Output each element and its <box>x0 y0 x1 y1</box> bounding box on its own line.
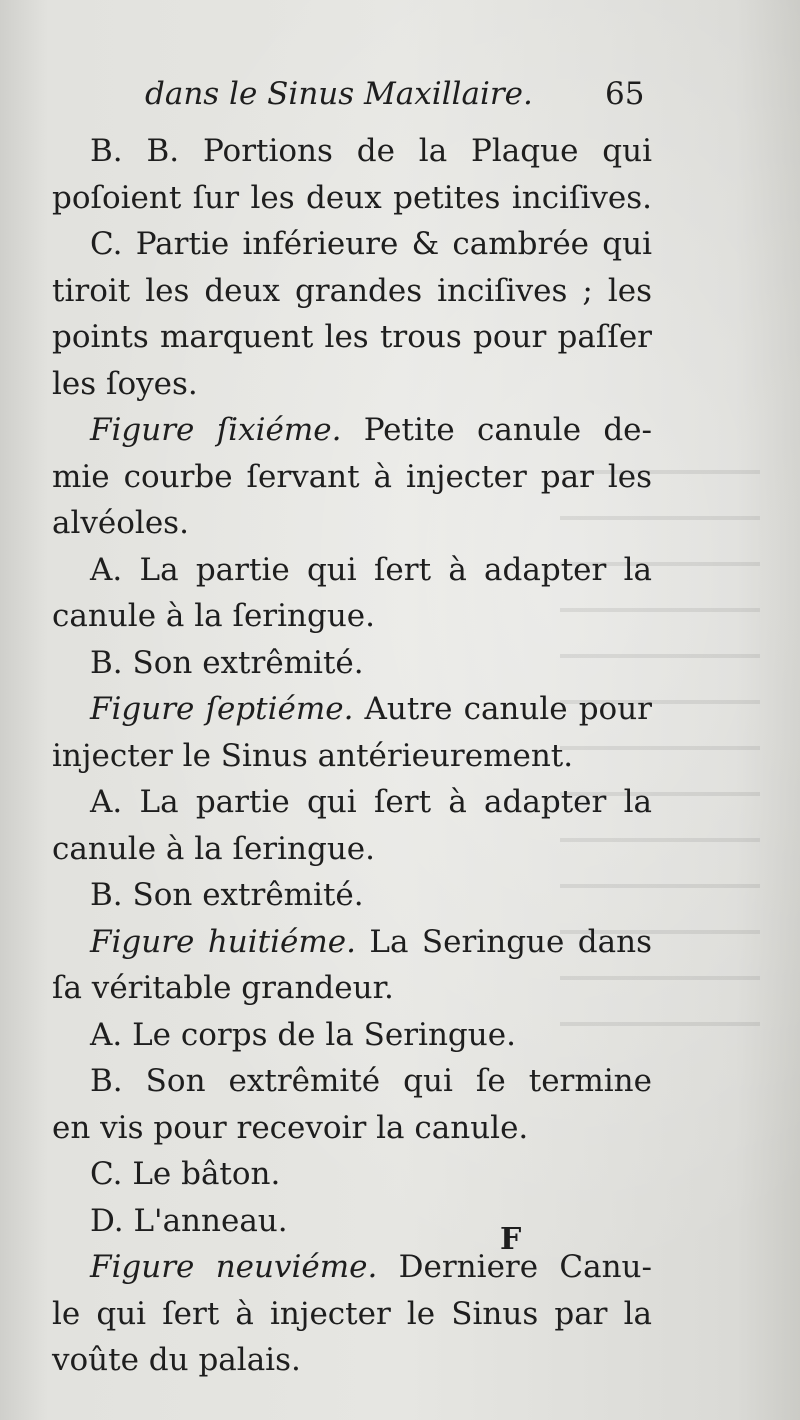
text-line <box>52 221 652 268</box>
text-line <box>52 1244 652 1291</box>
running-title: dans le Sinus Maxillaire. <box>145 76 533 112</box>
text-line <box>52 872 652 919</box>
text-line <box>52 1198 652 1245</box>
line-text: les ſoyes. <box>52 365 198 402</box>
text-line <box>52 454 652 501</box>
text-line <box>52 361 652 408</box>
text-line <box>52 826 652 873</box>
text-line <box>52 1105 652 1152</box>
text-line <box>52 733 652 780</box>
text-line <box>52 919 652 966</box>
text-line <box>52 128 652 175</box>
line-text: injecter le Sinus antérieurement. <box>52 737 574 774</box>
page-number: 65 <box>605 76 645 112</box>
text-line <box>52 500 652 547</box>
line-text: le qui ſert à injecter le Sinus par la <box>52 1295 652 1332</box>
text-line <box>52 268 652 315</box>
text-line <box>52 547 652 594</box>
line-text: canule à la ſeringue. <box>52 598 376 634</box>
line-text: canule à la ſeringue. <box>52 830 376 867</box>
line-text: tiroit les deux grandes inciſives ; les <box>52 272 652 309</box>
line-text: B. B. Portions de la Plaque qui <box>90 133 652 169</box>
line-text: ſa véritable grandeur. <box>52 970 394 1006</box>
text-line <box>52 1012 652 1059</box>
line-text: voûte du palais. <box>52 1342 301 1378</box>
line-text: alvéoles. <box>52 505 189 541</box>
text-line <box>52 1151 652 1198</box>
line-text: La Seringue dans <box>355 923 652 960</box>
line-text: poſoient ſur les deux petites inciſives. <box>52 179 652 216</box>
figure-heading: Figure ſixiéme. <box>90 412 342 448</box>
text-line <box>52 175 652 222</box>
line-text: C. Le bâton. <box>90 1156 281 1192</box>
line-text: D. L'anneau. <box>90 1202 288 1239</box>
text-line <box>52 1337 652 1384</box>
line-text: C. Partie inférieure & cambrée qui <box>90 226 652 262</box>
figure-heading: Figure ſeptiéme. <box>90 691 354 727</box>
line-text: Derniere Canu- <box>377 1249 652 1285</box>
line-text: A. La partie qui ſert à adapter la <box>90 784 652 820</box>
line-text: Autre canule pour <box>353 691 652 727</box>
text-line <box>52 686 652 733</box>
text-line <box>52 1058 652 1105</box>
line-text: mie courbe ſervant à injecter par les <box>52 458 652 495</box>
text-line <box>52 1291 652 1338</box>
line-text: B. Son extrêmité. <box>90 877 364 913</box>
line-text: B. Son extrêmité qui ſe termine <box>90 1063 652 1099</box>
line-text: A. La partie qui ſert à adapter la <box>90 551 652 588</box>
line-text: A. Le corps de la Seringue. <box>90 1016 516 1053</box>
text-line <box>52 965 652 1012</box>
text-line <box>52 640 652 687</box>
line-text: B. Son extrêmité. <box>90 644 364 681</box>
text-line <box>52 593 652 640</box>
line-text: en vis pour recevoir la canule. <box>52 1109 529 1146</box>
text-line <box>52 407 652 454</box>
text-line <box>52 314 652 361</box>
text-line <box>52 779 652 826</box>
figure-heading: Figure huitiéme. <box>90 923 356 960</box>
page-body <box>52 128 652 1384</box>
figure-heading: Figure neuviéme. <box>90 1249 378 1285</box>
signature-mark: F <box>500 1222 522 1257</box>
line-text: points marquent les trous pour paſſer <box>52 319 652 355</box>
line-text: Petite canule de- <box>341 412 652 448</box>
